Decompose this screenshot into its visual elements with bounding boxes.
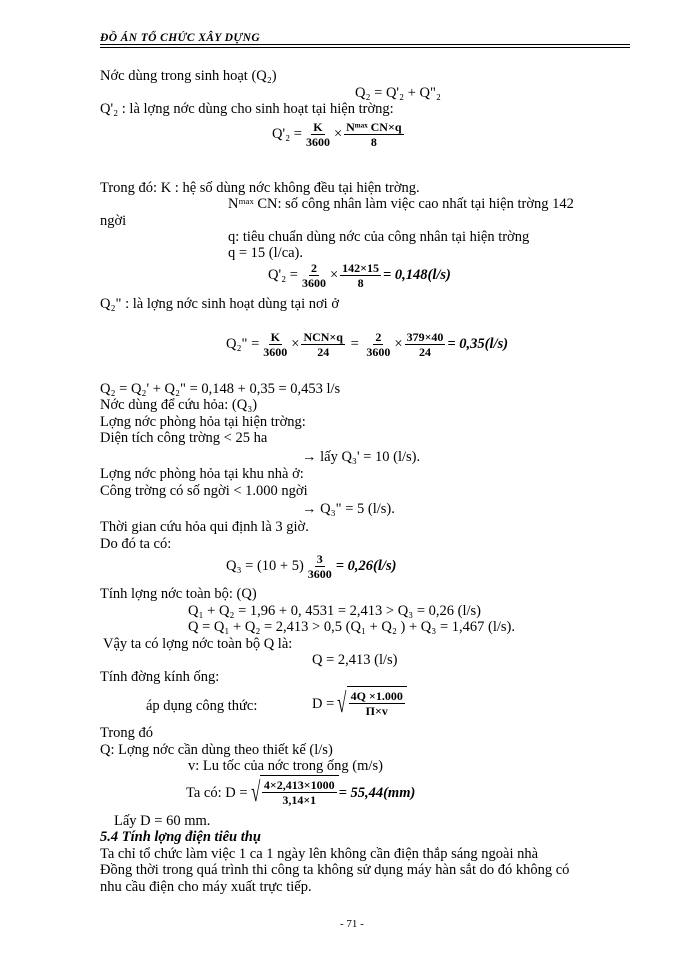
text-line: Do đó ta có:: [100, 536, 172, 552]
text-line: Nớc dùng để cứu hỏa: (Q₃): [100, 397, 258, 413]
text-line: Q: Lợng nớc cần dùng theo thiết kế (l/s): [100, 742, 333, 758]
equation-q2-prime-value: Q'₂ = $\frac{2}{3600}$ × $\frac{142\times 15}{8}$ = 0,148(l/s): [268, 261, 451, 290]
sqrt: √ $\frac{4\times 2,413\times 1000}{3,14\times 1}$: [248, 775, 339, 811]
text-line: → lấy Q₃' = 10 (l/s).: [302, 449, 421, 465]
sqrt: √ $\frac{4Q \times 1.000}{\Pi\times v}$: [334, 686, 407, 722]
text-line: Q₂" : là lợng nớc sinh hoạt dùng tại nơi ở: [100, 296, 339, 312]
fraction: $\frac{379\times 40}{24}$: [406, 330, 444, 359]
fraction: $\frac{\text{Nᵐᵃˣ CN×q}}{8}$: [346, 120, 402, 149]
text-line: Công trờng có số ngời < 1.000 ngời: [100, 483, 308, 499]
fraction: $\frac{3}{3600}$: [307, 552, 332, 581]
text-line: Q = 2,413 (l/s): [312, 652, 398, 668]
text-line: Vậy ta có lợng nớc toàn bộ Q là:: [103, 636, 293, 652]
text-line: Trong đó: [100, 725, 154, 741]
text-line: → Q₃" = 5 (l/s).: [302, 501, 395, 517]
text-line: Trong đó: K : hệ số dùng nớc không đều tại hiện trờng.: [100, 180, 420, 196]
text-line: áp dụng công thức:: [146, 698, 258, 714]
text-line: Lấy D = 60 mm.: [114, 813, 211, 829]
equation-q2: Q₂ = Q'₂ + Q"₂: [355, 85, 441, 101]
text-line: Nớc dùng trong sinh hoạt (Q₂): [100, 68, 277, 84]
text-line: Thời gian cứu hỏa qui định là 3 giờ.: [100, 519, 309, 535]
text-line: Q'₂ : là lợng nớc dùng cho sinh hoạt tại hiện trờng:: [100, 101, 394, 117]
text-line: Nᵐᵃˣ CN: số công nhân làm việc cao nhất tại hiện trờng 142: [228, 196, 574, 212]
text-line: Tính lợng nớc toàn bộ: (Q): [100, 586, 257, 602]
text-line: Q₂ = Q₂' + Q₂" = 0,148 + 0,35 = 0,453 l/s: [100, 381, 341, 397]
text-line: Q = Q₁ + Q₂ = 2,413 > 0,5 (Q₁ + Q₂ ) + Q₃ = 1,467 (l/s).: [188, 619, 515, 635]
text-line: ngời: [100, 213, 127, 229]
fraction: $\frac{142\times 15}{8}$: [342, 261, 379, 290]
fraction: $\frac{4Q \times 1.000}{\Pi\times v}$: [350, 689, 403, 718]
text-line: q = 15 (l/ca).: [228, 245, 304, 261]
equation-diameter-value: Ta có: D = √ $\frac{4\times 2,413\times 1000}{3,14\times 1}$ = 55,44(mm): [186, 775, 415, 811]
text-line: nhu cầu điện cho máy xuất trực tiếp.: [100, 879, 312, 895]
page-number: - 71 -: [340, 918, 364, 930]
equation-q2-prime: Q'₂ = $\frac{K}{3600}$ × $\frac{\text{Nᵐᵃˣ CN×q}}{8}$: [272, 120, 402, 149]
fraction: $\frac{2}{3600}$: [301, 261, 326, 290]
equation-q2-double-prime: Q₂" = $\frac{K}{3600}$ × $\frac{\text{NCN×q}}{24}$ = $\frac{2}{3600}$ × $\frac{379\times 40}{24}$ = 0,35(l/s): [226, 330, 509, 359]
equation-diameter: D = √ $\frac{4Q \times 1.000}{\Pi\times v}$: [312, 686, 407, 722]
text-line: Tính đờng kính ống:: [100, 669, 220, 685]
document-header: ĐỒ ÁN TỔ CHỨC XÂY DỰNG: [100, 32, 261, 44]
text-line: Q₁ + Q₂ = 1,96 + 0, 4531 = 2,413 > Q₃ = 0,26 (l/s): [188, 603, 482, 619]
fraction: $\frac{K}{3600}$: [305, 120, 330, 149]
header-divider: [100, 44, 630, 48]
equation-q3: Q₃ = (10 + 5) $\frac{3}{3600}$ = 0,26(l/s): [226, 552, 397, 581]
text-line: Ta chỉ tổ chức làm việc 1 ca 1 ngày lên không cần điện thắp sáng ngoài nhà: [100, 846, 539, 862]
text-line: v: Lu tốc của nớc trong ống (m/s): [188, 758, 383, 774]
fraction: $\frac{4\times 2,413\times 1000}{3,14\times 1}$: [263, 778, 335, 807]
text-line: Lợng nớc phòng hỏa tại hiện trờng:: [100, 414, 306, 430]
fraction: $\frac{2}{3600}$: [366, 330, 391, 359]
text-line: Diện tích công trờng < 25 ha: [100, 430, 268, 446]
text-line: Đồng thời trong quá trình thi công ta không sử dụng máy hàn sắt do đó không có: [100, 862, 570, 878]
text-line: Lợng nớc phòng hỏa tại khu nhà ở:: [100, 466, 304, 482]
fraction: $\frac{\text{NCN×q}}{24}$: [303, 330, 343, 359]
fraction: $\frac{K}{3600}$: [263, 330, 288, 359]
text-line: q: tiêu chuẩn dùng nớc của công nhân tại hiện trờng: [228, 229, 530, 245]
eq-lhs: Q'₂ =: [272, 126, 302, 142]
section-heading: 5.4 Tính lợng điện tiêu thụ: [100, 829, 261, 845]
